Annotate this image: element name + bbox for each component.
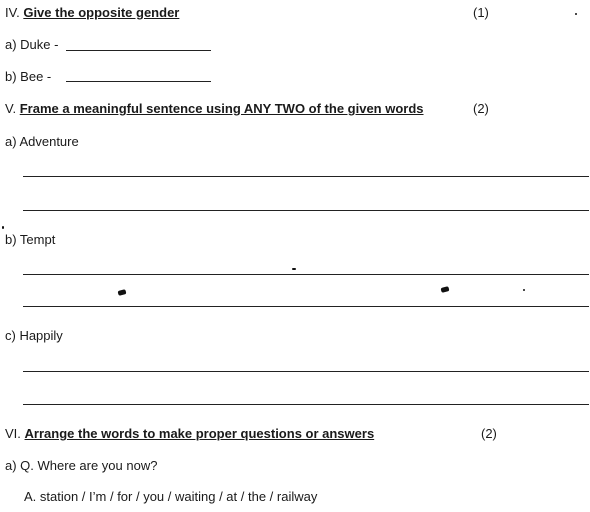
section-vi-marks: (2) bbox=[481, 426, 497, 441]
section-v-item-a-line-1[interactable] bbox=[23, 176, 589, 177]
section-v-item-c-line-1[interactable] bbox=[23, 371, 589, 372]
section-iv-marks: (1) bbox=[473, 5, 489, 20]
section-v-item-b-label: b) Tempt bbox=[5, 232, 56, 247]
section-iv-item-b-label: b) Bee - bbox=[5, 69, 52, 84]
section-iv-item-b-answer-line[interactable] bbox=[66, 81, 211, 82]
scan-speck bbox=[292, 268, 296, 270]
section-iv-item-a-answer-line[interactable] bbox=[66, 50, 211, 51]
section-v-heading bbox=[5, 101, 424, 116]
section-vi-answer: A. station / I’m / for / you / waiting / at / the / railway bbox=[24, 489, 318, 504]
section-v-marks: (2) bbox=[473, 101, 489, 116]
section-v-item-b-line-2[interactable] bbox=[23, 306, 589, 307]
section-v-item-b-line-1[interactable] bbox=[23, 274, 589, 275]
section-vi-title: Arrange the words to make proper questions or answers bbox=[24, 426, 375, 441]
section-v-item-a-line-2[interactable] bbox=[23, 210, 589, 211]
section-iv-number: IV. bbox=[5, 5, 20, 20]
scan-speck bbox=[117, 289, 126, 296]
scan-speck bbox=[440, 286, 449, 293]
section-vi-number: VI. bbox=[5, 426, 21, 441]
section-iv-heading bbox=[5, 5, 179, 20]
section-v-item-c-line-2[interactable] bbox=[23, 404, 589, 405]
section-v-title: Frame a meaningful sentence using ANY TWO of the given words bbox=[19, 101, 424, 116]
scan-speck bbox=[523, 289, 525, 291]
scan-speck bbox=[2, 226, 4, 229]
section-vi-heading bbox=[5, 426, 374, 441]
scan-speck bbox=[575, 13, 577, 15]
section-v-item-c-label: c) Happily bbox=[5, 328, 63, 343]
section-iv-title: Give the opposite gender bbox=[23, 5, 180, 20]
section-vi-question: a) Q. Where are you now? bbox=[5, 458, 158, 473]
section-iv-item-a-label: a) Duke - bbox=[5, 37, 59, 52]
section-v-item-a-label: a) Adventure bbox=[5, 134, 79, 149]
section-v-number: V. bbox=[5, 101, 17, 116]
